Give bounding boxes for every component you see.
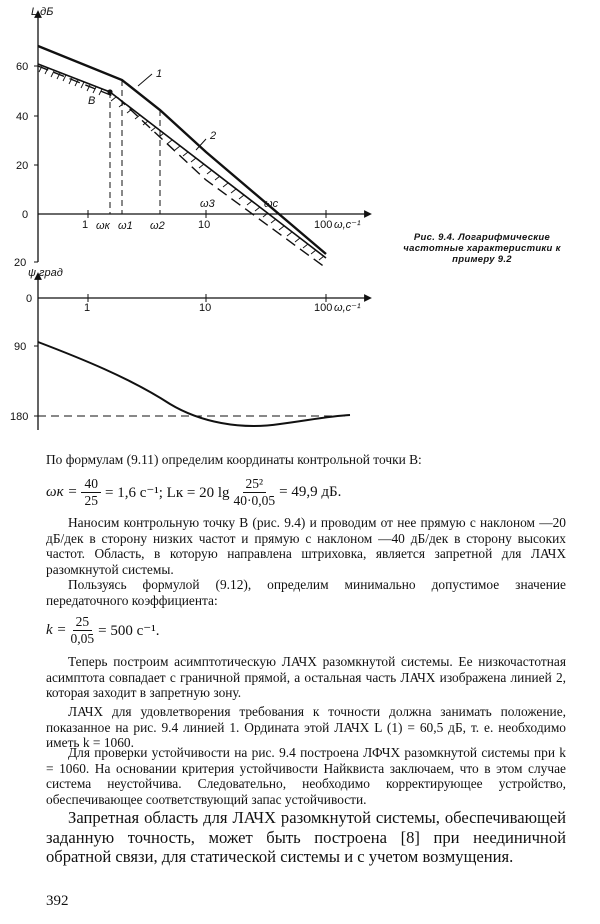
lower-ticks [10, 293, 361, 423]
paragraph-7: Запретная область для ЛАЧХ разомкнутой системы, обеспечивающей заданную точность, может быть построена [8] при неединичной обратной связи, для статической системы и с учетом возмущения. [46, 808, 566, 866]
label-omega-k: ωк [96, 220, 110, 232]
paragraph-4: Теперь построим асимптотическую ЛАЧХ разомкнутой системы. Ее низкочастотная асимптота совпадает с граничной прямой, а остальная часть ЛАЧХ изображена линией 2, которая заходит в запретную зону. [46, 654, 566, 701]
guide-lines [110, 80, 160, 214]
paragraph-3: Пользуясь формулой (9.12), определим минимально допустимое значение передаточного коэффициента: [46, 577, 566, 608]
tick-60: 60 [16, 61, 29, 73]
x-var-label: ω,с⁻¹ [334, 219, 361, 231]
svg-text:10: 10 [199, 302, 212, 314]
xtick-100: 100 [314, 219, 333, 231]
upper-y-label: L,дБ [31, 6, 54, 18]
figure-caption: Рис. 9.4. Логарифмические частотные характеристики к примеру 9.2 [403, 232, 561, 265]
paragraph-6: Для проверки устойчивости на рис. 9.4 построена ЛФЧХ разомкнутой системы при k = 1060. На основании критерия устойчивости Найквиста заключаем, что в этом случае система неустойчива. Следовательно, необходимо корректирующее устройство, обеспечивающее соответствующий запас устойчивости. [46, 745, 566, 807]
xtick-10: 10 [198, 219, 211, 231]
xtick-1: 1 [82, 219, 89, 231]
label-b: B [88, 95, 96, 107]
svg-text:ω,с⁻¹: ω,с⁻¹ [334, 302, 361, 314]
paragraph-2: Наносим контрольную точку B (рис. 9.4) и проводим от нее прямую с наклоном —20 дБ/дек в сторону низких частот и прямую с наклоном —40 дБ/дек в сторону высоких частот. Область, в которую направлена штриховка, является запретной для ЛАЧХ разомкнутой системы. [46, 515, 566, 577]
tick-0: 0 [22, 209, 29, 221]
svg-text:1: 1 [84, 302, 91, 314]
tick-20: 20 [16, 160, 29, 172]
svg-text:0: 0 [26, 293, 33, 305]
svg-text:90: 90 [14, 341, 27, 353]
tick-neg20: 20 [14, 257, 27, 269]
label-omega-2: ω2 [150, 220, 165, 232]
tick-40: 40 [16, 111, 29, 123]
label-omega-3: ω3 [200, 198, 215, 210]
label-line2: 2 [210, 130, 217, 142]
label-omega-c: ωс [264, 198, 279, 210]
phase-curve [38, 342, 350, 426]
label-line1: 1 [156, 68, 163, 80]
svg-text:180: 180 [10, 411, 29, 423]
formula-2: k = $\frac{25}{0,05}$ = 500 с⁻¹. [46, 614, 160, 646]
lfc-figure [0, 0, 600, 440]
page-number: 392 [46, 893, 69, 909]
svg-text:100: 100 [314, 302, 333, 314]
lafc-line-2 [38, 66, 326, 268]
formula-1: ωк = $\frac{40}{25}$ = 1,6 с⁻¹; Lк = 20 lg $\frac{\text{25²}}{40\cdot 0,05}$ = 49,9 дБ. [46, 476, 342, 508]
paragraph-1: По формулам (9.11) определим координаты контрольной точки B: [46, 452, 422, 467]
label-omega-1: ω1 [118, 220, 133, 232]
paragraph-5: ЛАЧХ для удовлетворения требования к точности должна занимать положение, показанное на рис. 9.4 линией 1. Ордината этой ЛАЧХ L (1) = 60,5 дБ, т. е. необходимо иметь k = 1060. [46, 704, 566, 751]
upper-y-ticks [14, 61, 38, 269]
lower-y-label: ψ,град [28, 267, 63, 279]
